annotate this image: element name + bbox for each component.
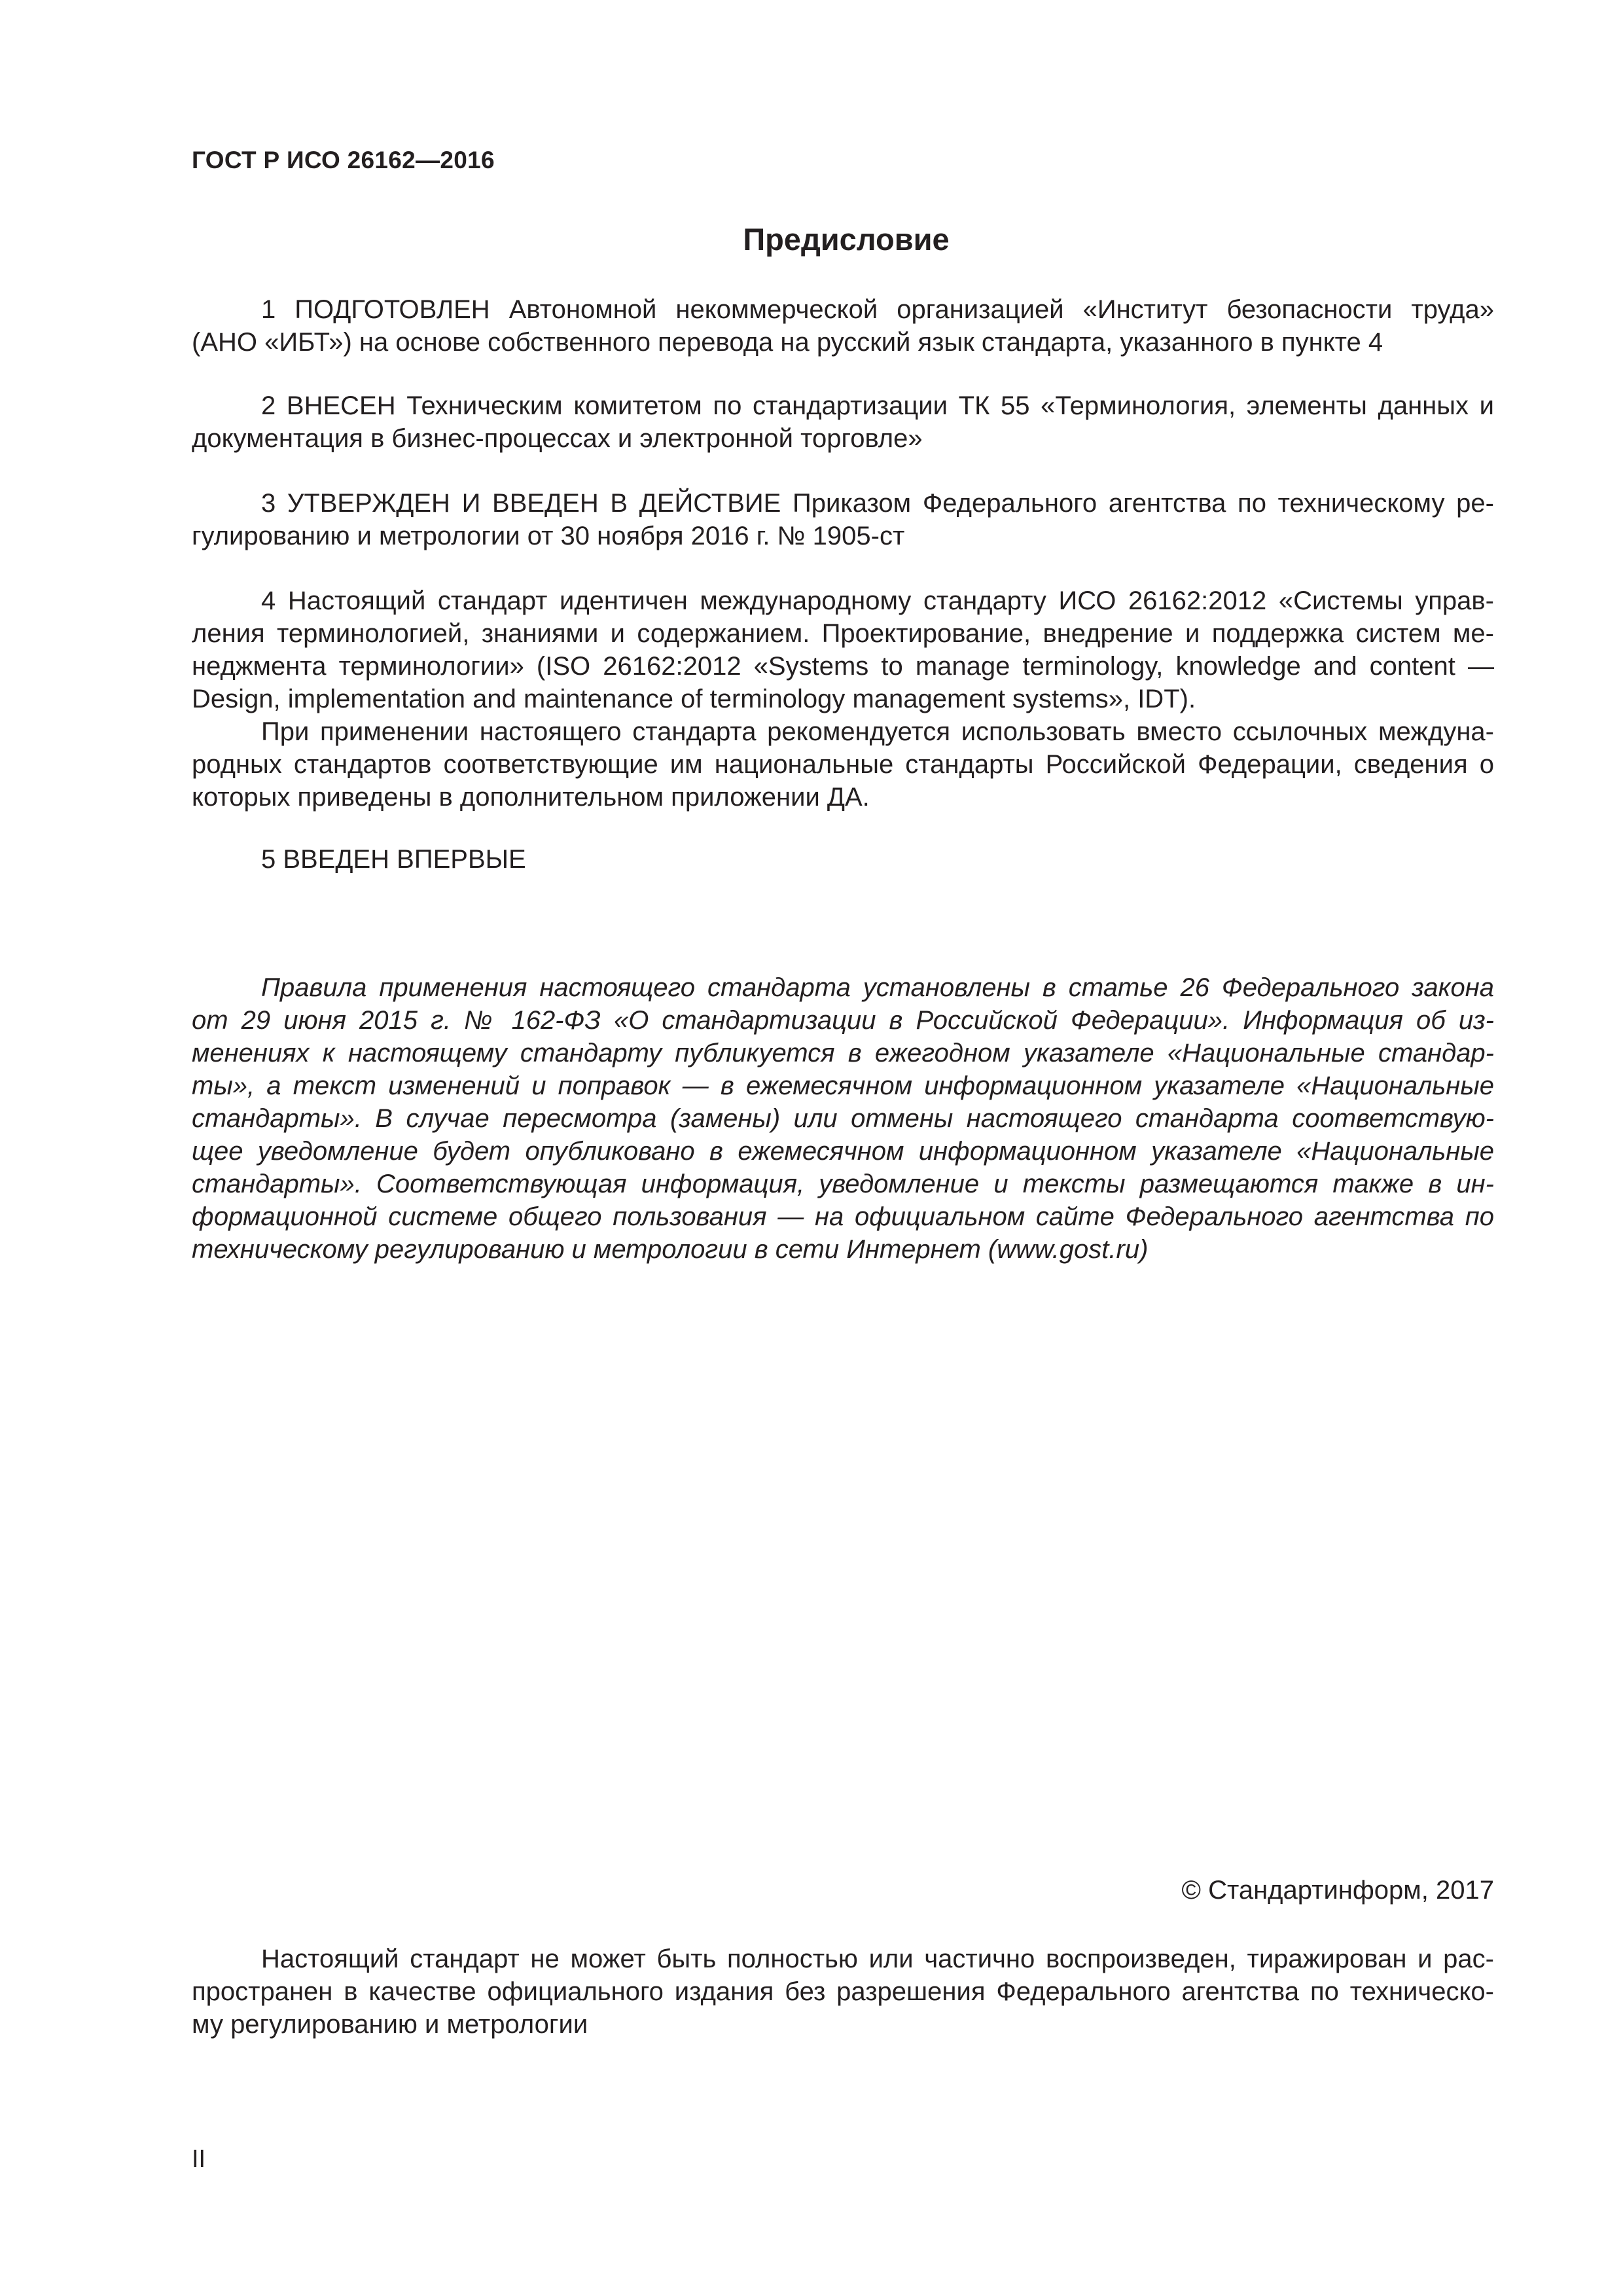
section-3-line: гулированию и метрологии от 30 ноября 2016 г. № 1905-ст: [192, 522, 905, 550]
copyright-notice: © Стандартинформ, 2017: [1181, 1876, 1494, 1905]
reproduction-notice-line: Настоящий стандарт не может быть полностью или частично воспроизведен, тиражирован и рас-: [261, 1945, 1494, 1973]
rules-notice-line: стандарты». Соответствующая информация, уведомление и тексты размещаются также в ин-: [192, 1170, 1494, 1198]
section-2-line: 2 ВНЕСЕН Техническим комитетом по стандартизации ТК 55 «Терминология, элементы данных и: [261, 391, 1494, 420]
reproduction-notice: [192, 1943, 1494, 2041]
section-5: [192, 843, 1494, 876]
section-5-line: 5 ВВЕДЕН ВПЕРВЫЕ: [261, 845, 526, 874]
page-number: II: [192, 2145, 206, 2173]
rules-notice-line: стандарты». В случае пересмотра (замены) или отмены настоящего стандарта соответствую-: [192, 1104, 1494, 1133]
reproduction-notice-line: пространен в качестве официального издания без разрешения Федерального агентства по техническо-: [192, 1977, 1494, 2006]
document-code: ГОСТ Р ИСО 26162—2016: [192, 147, 495, 173]
section-3: [192, 487, 1494, 552]
rules-notice: [192, 971, 1494, 1266]
section-1: [192, 293, 1494, 359]
section-3-line: 3 УТВЕРЖДЕН И ВВЕДЕН В ДЕЙСТВИЕ Приказом Федерального агентства по техническому ре-: [261, 489, 1494, 518]
section-1-line: 1 ПОДГОТОВЛЕН Автономной некоммерческой организацией «Институт безопасности труда»: [261, 295, 1494, 324]
section-1-line: (АНО «ИБТ») на основе собственного перевода на русский язык стандарта, указанного в пункте 4: [192, 328, 1383, 357]
page-title: Предисловие: [743, 222, 950, 257]
rules-notice-line: Правила применения настоящего стандарта установлены в статье 26 Федерального закона: [261, 973, 1494, 1002]
rules-notice-line: ты», а текст изменений и поправок — в ежемесячном информационном указателе «Национальные: [192, 1071, 1494, 1100]
reproduction-notice-line: му регулированию и метрологии: [192, 2010, 588, 2039]
rules-notice-line: менениях к настоящему стандарту публикуется в ежегодном указателе «Национальные стандар-: [192, 1039, 1494, 1067]
section-4-line: 4 Настоящий стандарт идентичен международному стандарту ИСО 26162:2012 «Системы управ-: [261, 586, 1494, 615]
rules-notice-line: щее уведомление будет опубликовано в ежемесячном информационном указателе «Национальные: [192, 1137, 1494, 1166]
section-2-line: документация в бизнес-процессах и электронной торговле»: [192, 424, 923, 453]
section-4b-line: родных стандартов соответствующие им национальные стандарты Российской Федерации, сведения о: [192, 750, 1494, 779]
section-4b-line: которых приведены в дополнительном приложении ДА.: [192, 783, 870, 812]
rules-notice-line: от 29 июня 2015 г. № 162-ФЗ «О стандартизации в Российской Федерации». Информация об из-: [192, 1006, 1494, 1035]
rules-notice-line: техническому регулированию и метрологии в сети Интернет (www.gost.ru): [192, 1235, 1149, 1264]
section-2: [192, 389, 1494, 455]
rules-notice-line: формационной системе общего пользования — на официальном сайте Федерального агентства по: [192, 1202, 1494, 1231]
section-4-line: ления терминологией, знаниями и содержанием. Проектирование, внедрение и поддержка систем ме-: [192, 619, 1494, 648]
section-4-line: Design, implementation and maintenance of terminology management systems», IDT).: [192, 685, 1196, 713]
section-4-line: неджмента терминологии» (ISO 26162:2012 «Systems to manage terminology, knowledge and content —: [192, 652, 1494, 681]
section-4: [192, 584, 1494, 814]
section-4b-line: При применении настоящего стандарта рекомендуется использовать вместо ссылочных междуна-: [261, 717, 1494, 746]
